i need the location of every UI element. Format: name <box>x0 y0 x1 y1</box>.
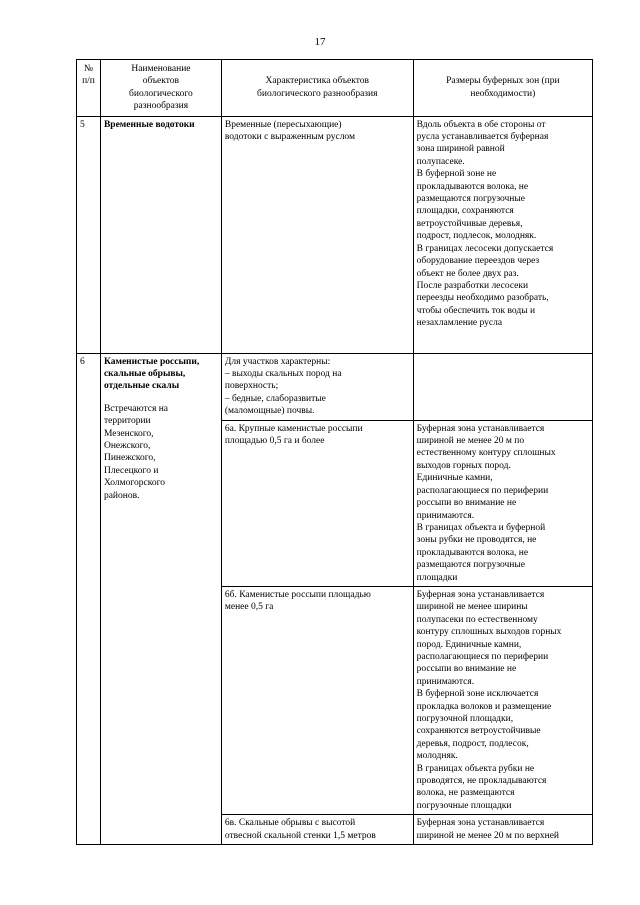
row6-name-cell <box>100 353 221 844</box>
row5-name: Временные водотоки <box>100 116 221 353</box>
row5-number: 5 <box>77 116 101 353</box>
row6-intro: Для участков характерны: – выходы скальных пород на поверхность; – бедные, слаборазвитые (маломощные) почвы. <box>221 353 413 420</box>
table-row-5 <box>77 116 593 353</box>
row6a-buffer: Буферная зона устанавливается шириной не менее 20 м по естественному контуру сплошных выходов горных пород. Единичные камни, располагающиеся по периферии россыпи во внимание не принимаются. В границах объекта и буферной зоны рубки не проводятся, не прокладываются волока, не размещаются погрузочные площадки <box>413 420 592 586</box>
row6b-buffer: Буферная зона устанавливается шириной не менее ширины полупасеки по естественному контуру сплошных выходов горных пород. Единичные камни, располагающиеся по периферии россыпи во внимание не принимаются. В буферной зоне исключается прокладка волоков и размещение погрузочной площадки, сохраняются ветроустойчивые деревья, подрост, подлесок, молодняк. В границах объекта рубки не проводятся, не прокладываются волока, не размещаются погрузочные площадки <box>413 586 592 814</box>
header-number: № п/п <box>77 60 101 117</box>
row6a-characteristic: 6а. Крупные каменистые россыпи площадью 0,5 га и более <box>221 420 413 586</box>
row6v-characteristic: 6в. Скальные обрывы с высотой отвесной скальной стенки 1,5 метров <box>221 815 413 845</box>
header-object-name: Наименование объектов биологического разнообразия <box>100 60 221 117</box>
header-buffer-size: Размеры буферных зон (при необходимости) <box>413 60 592 117</box>
table-row-6-intro <box>77 353 593 420</box>
row6v-buffer: Буферная зона устанавливается шириной не менее 20 м по верхней <box>413 815 592 845</box>
page-number: 17 <box>314 36 326 48</box>
row6-intro-buffer-empty <box>413 353 592 420</box>
row5-buffer: Вдоль объекта в обе стороны от русла устанавливается буферная зона шириной равной полупасеке. В буферной зоне не прокладываются волока, не размещаются погрузочные площадки, сохраняются ветроустойчивые деревья, подрост, подлесок, молодняк. В границах лесосеки допускается оборудование переездов через объект не более двух раз. После разработки лесосеки переезды необходимо разобрать, чтобы обеспечить ток воды и незахламление русла <box>413 116 592 353</box>
biodiversity-table <box>76 59 593 845</box>
row5-characteristic: Временные (пересыхающие) водотоки с выраженным руслом <box>221 116 413 353</box>
row6b-characteristic: 6б. Каменистые россыпи площадью менее 0,5 га <box>221 586 413 814</box>
table-header-row <box>77 60 593 117</box>
row6-region-note: Встречаются на территории Мезенского, Онежского, Пинежского, Плесецкого и Холмогорского районов. <box>103 403 169 501</box>
row6-number: 6 <box>77 353 101 844</box>
header-characteristic: Характеристика объектов биологического разнообразия <box>221 60 413 117</box>
row6-name: Каменистые россыпи, скальные обрывы, отдельные скалы <box>103 356 200 392</box>
